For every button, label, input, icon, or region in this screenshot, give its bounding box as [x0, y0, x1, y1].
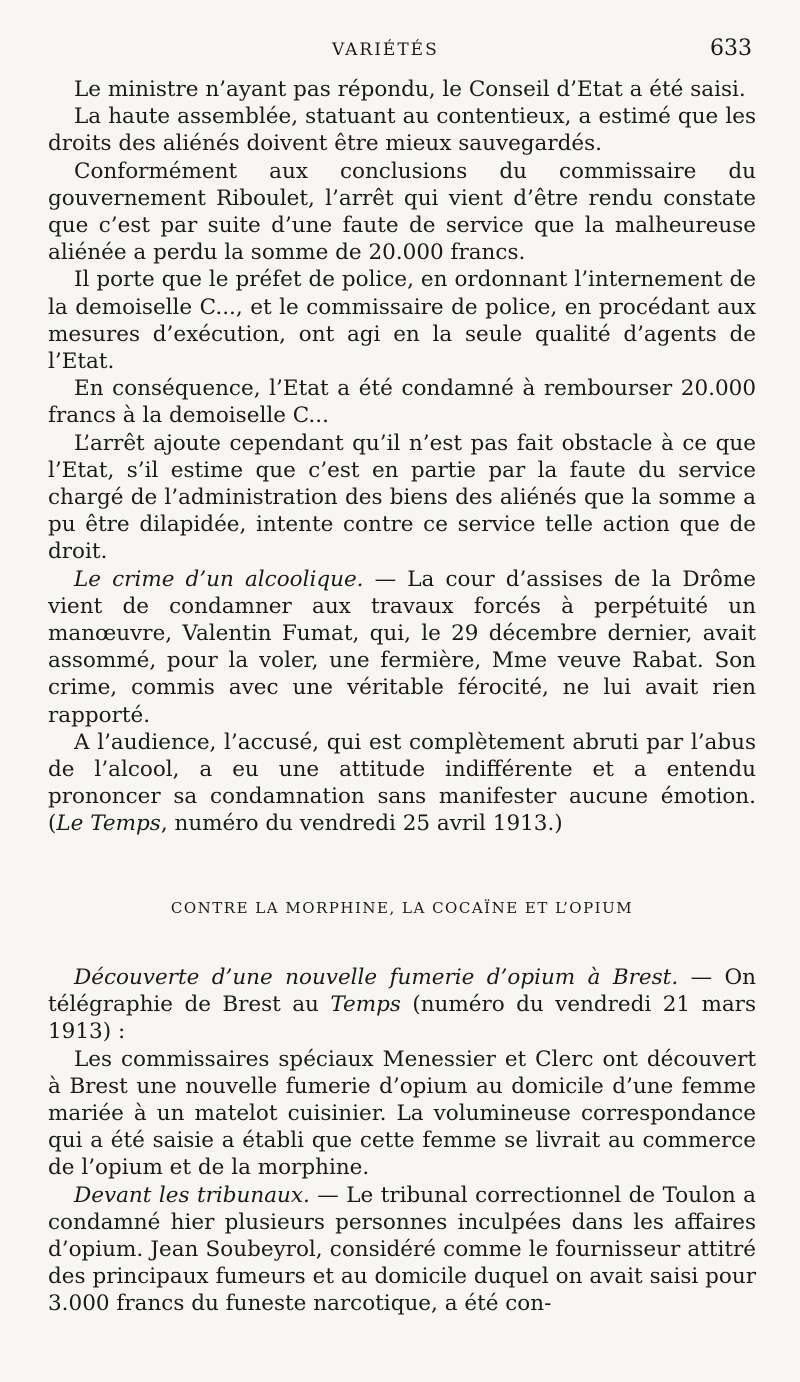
paragraph: Les commissaires spéciaux Menessier et Clerc ont découvert à Brest une nouvelle fumerie d’opium au domicile d’une femme mariée à un matelot cuisinier. La volumineuse correspondance qui a été saisie a établi que cette femme se livrait au commerce de l’opium et de la morphine. [48, 1046, 756, 1181]
paragraph: Il porte que le préfet de police, en ordonnant l’internement de la demoiselle C..., et le commissaire de police, en procédant aux mesures d’exécution, ont agi en la seule qualité d’agents de l’Etat. [48, 267, 756, 375]
paragraph: La haute assemblée, statuant au contentieux, a estimé que les droits des aliénés doivent être mieux sauvegardés. [48, 104, 756, 157]
page-body [48, 76, 756, 1318]
paragraph: Le crime d’un alcoolique. — La cour d’assises de la Drôme vient de condamner aux travaux forcés à perpétuité un manœuvre, Valentin Fumat, qui, le 29 décembre dernier, avait assommé, pour la voler, une fermière, Mme veuve Rabat. Son crime, commis avec une véritable férocité, ne lui avait rien rapporté. [48, 566, 756, 728]
section-title: CONTRE LA MORPHINE, LA COCAÏNE ET L’OPIUM [170, 898, 634, 917]
source-title: Temps [330, 992, 401, 1018]
paragraph: Découverte d’une nouvelle fumerie d’opium à Brest. — On télégraphie de Brest au Temps (numéro du vendredi 21 mars 1913) : [48, 964, 756, 1045]
running-head [0, 36, 800, 70]
paragraph: Le ministre n’ayant pas répondu, le Conseil d’Etat a été saisi. [74, 77, 746, 102]
paragraph: L’arrêt ajoute cependant qu’il n’est pas fait obstacle à ce que l’Etat, s’il estime que c’est en partie par la faute du service chargé de l’administration des biens des aliénés que la somme a pu être dilapidée, intente contre ce service telle action que de droit. [48, 430, 756, 565]
paragraph: Devant les tribunaux. — Le tribunal correctionnel de Toulon a condamné hier plusieurs personnes inculpées dans les affaires d’opium. Jean Soubeyrol, considéré comme le fournisseur attitré des principaux fumeurs et au domicile duquel on avait saisi pour 3.000 francs du funeste narcotique, a été con- [48, 1182, 756, 1317]
article-lead: Devant les tribunaux. [74, 1182, 310, 1208]
source-title: Le Temps [56, 811, 161, 837]
paragraph: A l’audience, l’accusé, qui est complètement abruti par l’abus de l’alcool, a eu une attitude indifférente et a entendu prononcer sa condamnation sans manifester aucune émotion. (Le Temps, numéro du vendredi 25 avril 1913.) [48, 729, 756, 837]
paragraph: En conséquence, l’Etat a été condamné à rembourser 20.000 francs à la demoiselle C... [48, 376, 756, 429]
article-lead: Le crime d’un alcoolique. [74, 566, 364, 592]
running-title: VARIÉTÉS [332, 40, 439, 60]
article-lead: Découverte d’une nouvelle fumerie d’opium à Brest. [74, 964, 679, 990]
paragraph: Conformément aux conclusions du commissaire du gouvernement Riboulet, l’arrêt qui vient d’être rendu constate que c’est par suite d’une faute de service que la malheureuse aliénée a perdu la somme de 20.000 francs. [48, 158, 756, 266]
page-number: 633 [710, 36, 752, 61]
